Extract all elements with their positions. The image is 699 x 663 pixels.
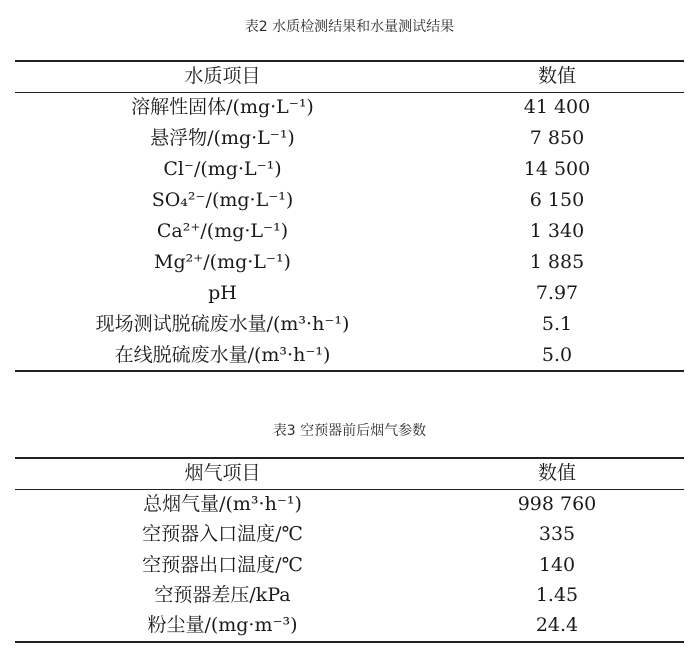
column-header-value: 数值: [537, 462, 576, 485]
table-row: [15, 340, 684, 371]
row-value: 5.1: [541, 313, 573, 335]
row-value: 41 400: [523, 96, 591, 119]
row-value: 7.97: [535, 282, 579, 304]
table-row: [15, 216, 684, 247]
row-label: 现场测试脱硫废水量/(m³·h⁻¹): [95, 313, 350, 335]
row-value: 24.4: [535, 614, 579, 637]
water-quality-table: [15, 60, 684, 372]
table-row: [15, 611, 684, 642]
table-row: [15, 247, 684, 278]
row-value: 14 500: [523, 158, 591, 180]
row-value: 1 885: [529, 251, 585, 273]
table-row: [15, 489, 684, 520]
row-label: 悬浮物/(mg·L⁻¹): [150, 127, 295, 149]
flue-gas-table: [15, 457, 684, 643]
table-row: [15, 520, 684, 551]
column-header-item: 水质项目: [184, 65, 261, 88]
row-value: 140: [538, 553, 576, 576]
table-row: [15, 309, 684, 340]
table-row: [15, 581, 684, 612]
row-label: 在线脱硫废水量/(m³·h⁻¹): [114, 343, 331, 366]
table-3-caption: 表3 空预器前后烟气参数: [272, 423, 427, 439]
column-header-item: 烟气项目: [184, 462, 261, 485]
row-value: 998 760: [517, 493, 597, 515]
row-label: 空预器出口温度/℃: [142, 553, 303, 576]
table-row: [15, 185, 684, 216]
row-label: 空预器入口温度/℃: [142, 523, 303, 546]
row-value: 1 340: [529, 220, 585, 242]
row-value: 7 850: [529, 127, 585, 149]
row-value: 6 150: [529, 189, 585, 211]
row-label: Mg²⁺/(mg·L⁻¹): [154, 251, 291, 273]
row-value: 1.45: [535, 584, 579, 607]
table-row: [15, 92, 684, 123]
table-row: [15, 550, 684, 581]
row-label: Cl⁻/(mg·L⁻¹): [163, 158, 282, 180]
row-label: Ca²⁺/(mg·L⁻¹): [156, 220, 289, 242]
table-row: [15, 278, 684, 309]
row-label: 空预器差压/kPa: [154, 584, 291, 607]
table-header-row: [15, 458, 684, 489]
table-row: [15, 123, 684, 154]
row-label: 溶解性固体/(mg·L⁻¹): [131, 96, 314, 119]
row-label: pH: [208, 282, 237, 304]
row-label: 总烟气量/(m³·h⁻¹): [143, 493, 302, 515]
row-value: 335: [538, 523, 576, 546]
row-value: 5.0: [541, 343, 573, 366]
column-header-value: 数值: [537, 65, 576, 88]
table-2-caption: 表2 水质检测结果和水量测试结果: [244, 19, 455, 35]
row-label: 粉尘量/(mg·m⁻³): [147, 614, 298, 637]
table-header-row: [15, 61, 684, 92]
table-row: [15, 154, 684, 185]
row-label: SO₄²⁻/(mg·L⁻¹): [151, 189, 294, 211]
